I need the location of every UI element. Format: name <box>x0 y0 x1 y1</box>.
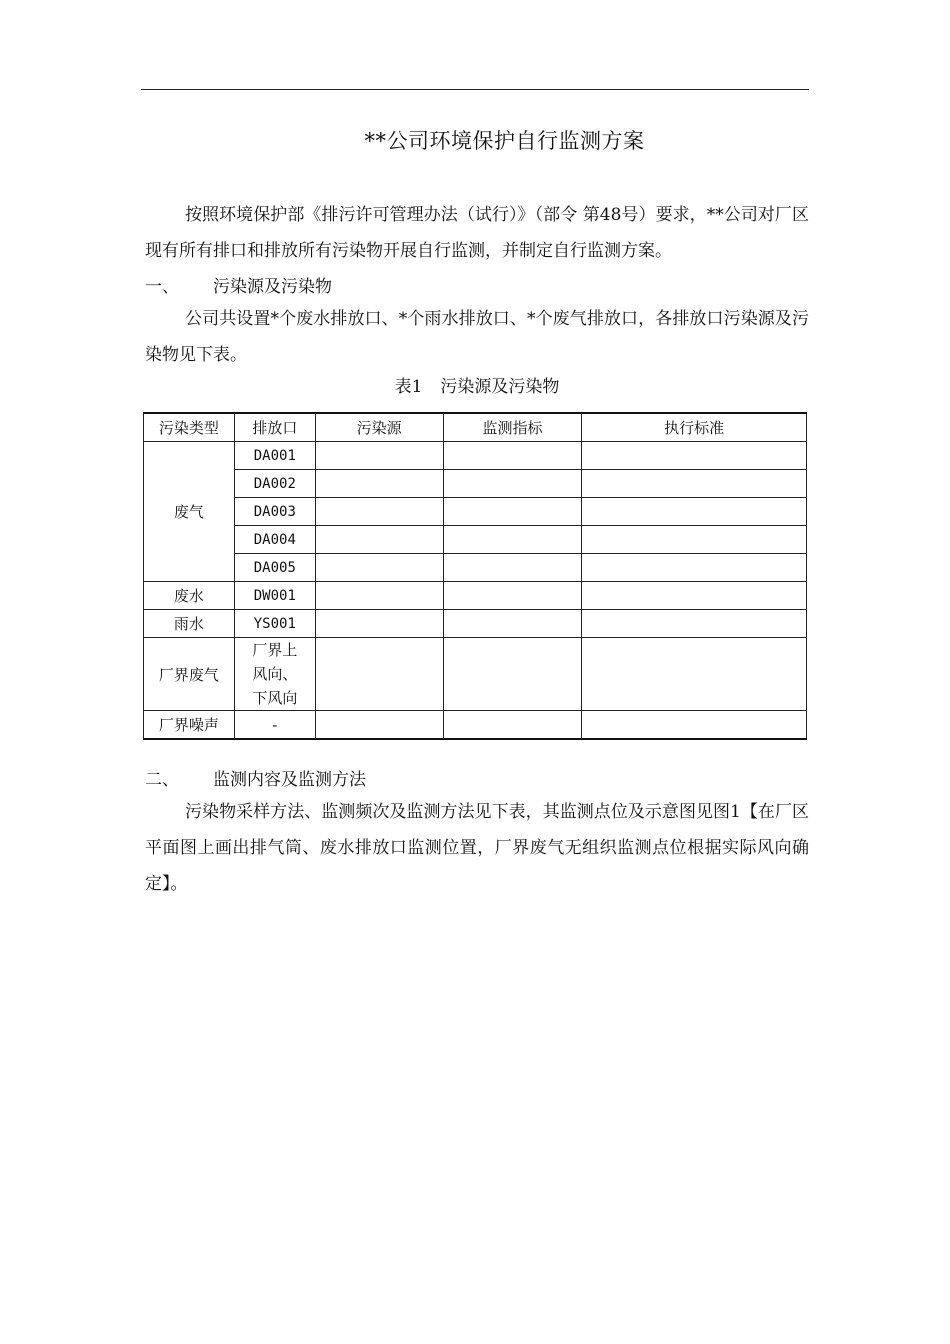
type-cell: 厂界废气 <box>144 638 235 711</box>
table-1-caption <box>145 372 809 402</box>
col-header-standard: 执行标准 <box>582 413 807 442</box>
section-1-title: 污染源及污染物 <box>213 277 332 297</box>
table-row <box>144 638 807 711</box>
col-header-outlet: 排放口 <box>234 413 315 442</box>
indicator-cell <box>443 498 582 526</box>
outlet-cell: YS001 <box>234 610 315 638</box>
standard-cell <box>582 554 807 582</box>
type-cell: 废水 <box>144 582 235 610</box>
section-2-title: 监测内容及监测方法 <box>213 770 366 790</box>
source-cell <box>315 470 443 498</box>
indicator-cell <box>443 470 582 498</box>
standard-cell <box>582 582 807 610</box>
standard-cell <box>582 498 807 526</box>
table-row <box>144 554 807 582</box>
col-header-indicator: 监测指标 <box>443 413 582 442</box>
section-2-number: 二、 <box>145 770 179 790</box>
outlet-cell: DA004 <box>234 526 315 554</box>
outlet-cell: DA002 <box>234 470 315 498</box>
source-cell <box>315 526 443 554</box>
source-cell <box>315 610 443 638</box>
table-row <box>144 526 807 554</box>
table-row <box>144 442 807 470</box>
table-1 <box>143 412 807 740</box>
source-cell <box>315 442 443 470</box>
type-cell: 雨水 <box>144 610 235 638</box>
standard-cell <box>582 610 807 638</box>
source-cell <box>315 711 443 740</box>
outlet-cell: DA005 <box>234 554 315 582</box>
indicator-cell <box>443 582 582 610</box>
indicator-cell <box>443 526 582 554</box>
standard-cell <box>582 526 807 554</box>
outlet-cell: - <box>234 711 315 740</box>
table-row <box>144 498 807 526</box>
standard-cell <box>582 470 807 498</box>
standard-cell <box>582 638 807 711</box>
table-row <box>144 470 807 498</box>
outlet-cell <box>234 638 315 711</box>
col-header-type: 污染类型 <box>144 413 235 442</box>
standard-cell <box>582 442 807 470</box>
section-1-paragraph: 公司共设置*个废水排放口、*个雨水排放口、*个废气排放口，各排放口污染源及污染物见下表。 <box>145 309 809 365</box>
table-row <box>144 711 807 740</box>
source-cell <box>315 498 443 526</box>
indicator-cell <box>443 610 582 638</box>
outlet-cell: DA003 <box>234 498 315 526</box>
type-cell: 废气 <box>144 442 235 582</box>
outlet-cell: DW001 <box>234 582 315 610</box>
outlet-cell: DA001 <box>234 442 315 470</box>
standard-cell <box>582 711 807 740</box>
indicator-cell <box>443 711 582 740</box>
section-1-number: 一、 <box>145 277 179 297</box>
indicator-cell <box>443 638 582 711</box>
section-2-paragraph: 污染物采样方法、监测频次及监测方法见下表，其监测点位及示意图见图1【在厂区平面图上画出排气筒、废水排放口监测位置，厂界废气无组织监测点位根据实际风向确定】。 <box>145 802 809 894</box>
table-1-caption-number: 表1 <box>394 377 423 397</box>
table-row <box>144 582 807 610</box>
source-cell <box>315 554 443 582</box>
table-header-row <box>144 413 807 442</box>
source-cell <box>315 582 443 610</box>
table-1-caption-title: 污染源及污染物 <box>440 377 560 397</box>
type-cell: 厂界噪声 <box>144 711 235 740</box>
section-1-heading <box>145 271 332 303</box>
header-rule <box>141 89 809 90</box>
document-title: **公司环境保护自行监测方案 <box>364 129 645 153</box>
intro-paragraph: 按照环境保护部《排污许可管理办法（试行）》（部令 第48号）要求，**公司对厂区现有所有排口和排放所有污染物开展自行监测，并制定自行监测方案。 <box>145 205 809 261</box>
source-cell <box>315 638 443 711</box>
section-2-heading <box>145 764 366 796</box>
outlet-cell-text: 厂界上风向、下风向 <box>252 641 298 707</box>
col-header-source: 污染源 <box>315 413 443 442</box>
indicator-cell <box>443 442 582 470</box>
table-row <box>144 610 807 638</box>
indicator-cell <box>443 554 582 582</box>
